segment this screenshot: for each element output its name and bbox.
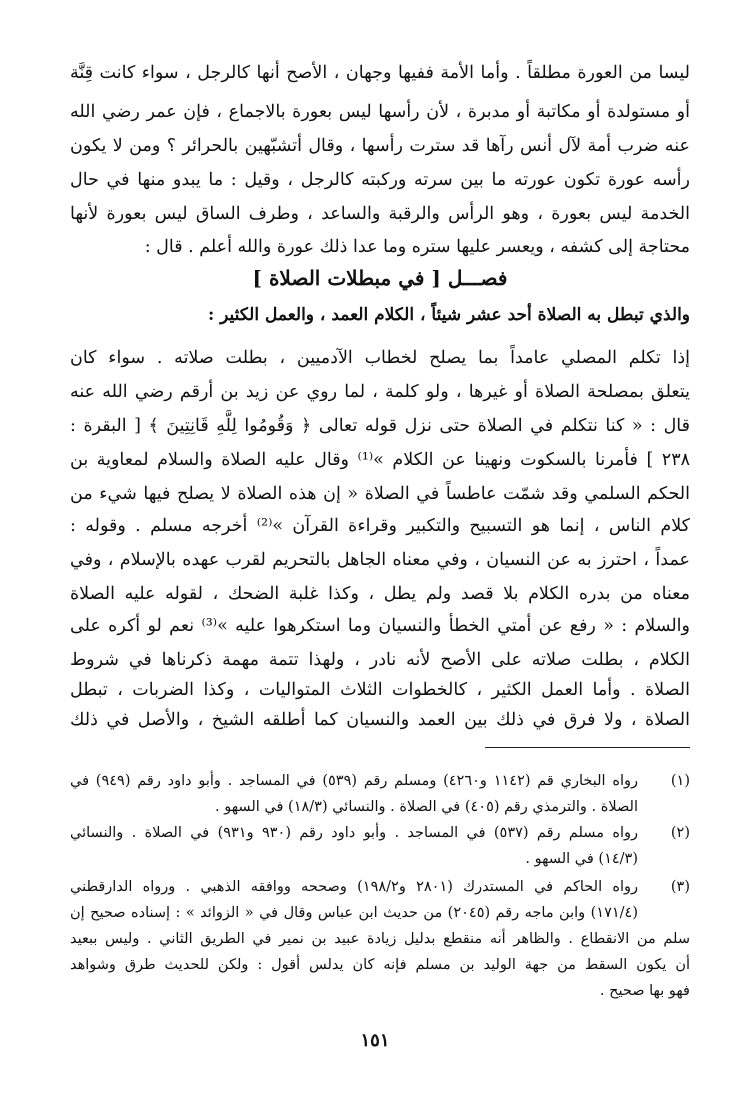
body-line: ليسا من العورة مطلقاً . وأما الأمة ففيها وجهان ، الأصح أنها كالرجل ، سواء كانت قِنَّة <box>70 63 690 83</box>
footnote-3 <box>70 874 690 1004</box>
section-line: معناه من بدره الكلام بلا قصد ولم يطل ، وكذا غلبة الضحك ، لقوله عليه الصلاة <box>70 584 690 604</box>
footnote-line: الصلاة . والترمذي رقم (٤٠٥) في الصلاة . والنسائي (١٨/٣) في السهو . <box>215 799 638 815</box>
footnote-line: رواه مسلم رقم (٥٣٧) في المساجد . وأبو داود رقم (٩٣٠ و٩٣١) في الصلاة . والنسائي <box>70 825 638 841</box>
footnote-line: رواه البخاري قم (١١٤٢ و٤٢٦٠) ومسلم رقم (٥٣٩) في المساجد . وأبو داود رقم (٩٤٩) في <box>70 773 638 789</box>
page-number: ١٥١ <box>360 1030 390 1051</box>
section-line: إذا تكلم المصلي عامداً بما يصلح لخطاب الآدميين ، بطلت صلاته . سواء كان <box>70 348 690 368</box>
section-heading: فصـــل [ في مبطلات الصلاة ] <box>252 266 508 290</box>
section-line: عمداً ، احترز به عن النسيان ، وفي معناه الجاهل بالتحريم لقرب عهده بالإسلام ، وفي <box>70 550 690 570</box>
section-line: قال : « كنا نتكلم في الصلاة حتى نزل قوله تعالى ﴿ وَقُومُوا لِلَّهِ قَانِتِينَ ﴾ [ البقرة : <box>70 416 690 436</box>
section-line: والسلام : « رفع عن أمتي الخطأ والنسيان وما استكرهوا عليه »⁽³⁾ نعم لو أكره على <box>70 616 690 636</box>
footnote-line: (١٧١/٤) وابن ماجه رقم (٢٠٤٥) من حديث ابن عباس وقال في « الزوائد » : إسناده صحيح إن <box>70 905 638 921</box>
section-line: كلام الناس ، إنما هو التسبيح والتكبير وقراءة القرآن »⁽²⁾ أخرجه مسلم . وقوله : <box>70 516 690 536</box>
section-line: الصلاة ، ولا فرق في ذلك بين العمد والنسيان كما أطلقه الشيخ ، والأصل في ذلك <box>70 710 690 730</box>
body-line: رأسه عورة تكون عورته ما بين سرته وركبته كالرجل ، وقيل : ما يبدو منها في حال <box>70 170 690 190</box>
footnote-2 <box>70 820 690 872</box>
section-line: الكلام ، بطلت صلاته على الأصح لأنه نادر ، ولهذا تتمة مهمة ذكرناها في شروط <box>70 650 690 670</box>
section-subheading: والذي تبطل به الصلاة أحد عشر شيئاً ، الكلام العمد ، والعمل الكثير : <box>207 305 690 325</box>
footnote-number: (٢) <box>670 825 690 841</box>
footnote-number: (١) <box>670 773 690 789</box>
section-line: ٢٣٨ ] فأمرنا بالسكوت ونهينا عن الكلام »⁽¹⁾ وقال عليه الصلاة والسلام لمعاوية بن <box>70 450 690 470</box>
section-line: الصلاة . وأما العمل الكثير ، كالخطوات الثلاث المتواليات ، وكذا الضربات ، تبطل <box>70 680 690 700</box>
section-line: الحكم السلمي وقد شمّت عاطساً في الصلاة « إن هذه الصلاة لا يصلح فيها شيء من <box>70 484 690 504</box>
footnote-line: فهو بها صحيح . <box>599 983 690 999</box>
footnote-separator <box>485 747 690 748</box>
body-line: أو مستولدة أو مكاتبة أو مدبرة ، لأن رأسها ليس بعورة بالاجماع ، فإن عمر رضي الله <box>70 102 690 122</box>
section-line: يتعلق بمصلحة الصلاة أو غيرها ، ولو كلمة ، لما روي عن زيد بن أرقم رضي الله عنه <box>70 382 690 402</box>
footnote-line: رواه الحاكم في المستدرك (٢٨٠١ و١٩٨/٢) وصححه ووافقه الذهبي . ورواه الدارقطني <box>70 879 638 895</box>
body-line: عنه ضرب أمة لآل أنس رآها قد سترت رأسها ، وقال أتشبّهين بالحرائر ؟ ومن لا يكون <box>70 136 690 156</box>
footnote-line: أن يكون السقط من جهة الوليد بن مسلم فإنه كان يدلس أقول : ولكن للحديث طرق وشواهد <box>70 957 690 973</box>
footnote-line: سلم من الانقطاع . والظاهر أنه منقطع بدليل زيادة عبيد بن نمير في الطريق الثاني . وليس ببعيد <box>70 931 690 947</box>
footnote-number: (٣) <box>670 879 690 895</box>
body-line: الخدمة ليس بعورة ، وهو الرأس والرقبة والساعد ، وطرف الساق ليس بعورة لأنها <box>70 204 690 224</box>
footnote-line: (١٤/٣) في السهو . <box>525 851 638 867</box>
footnote-1 <box>70 768 690 820</box>
body-line: محتاجة إلى كشفه ، ويعسر عليها ستره وما عدا ذلك عورة والله أعلم . قال : <box>144 237 690 257</box>
